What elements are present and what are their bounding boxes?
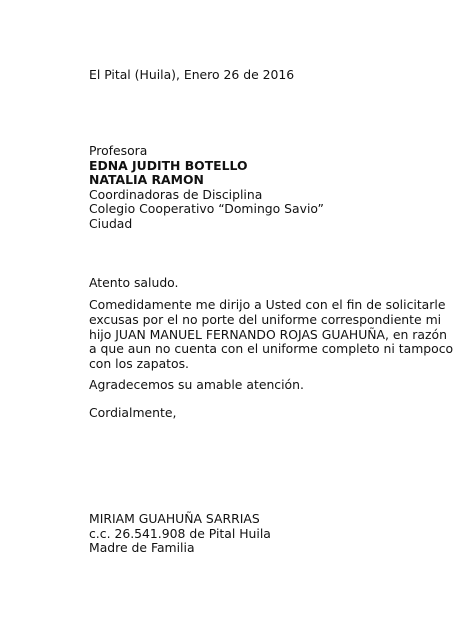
greeting: Atento saludo. bbox=[89, 275, 179, 290]
place-date: El Pital (Huila), Enero 26 de 2016 bbox=[89, 67, 295, 82]
recipient-role: Coordinadoras de Disciplina bbox=[89, 187, 263, 202]
body-line: Comedidamente me dirijo a Usted con el fin de solicitarle bbox=[89, 297, 446, 312]
body-line: a que aun no cuenta con el uniforme completo ni tampoco bbox=[89, 341, 454, 357]
closing: Cordialmente, bbox=[89, 405, 177, 420]
body-line: hijo JUAN MANUEL FERNANDO ROJAS GUAHUÑA, en razón bbox=[89, 326, 447, 342]
body-line: excusas por el no porte del uniforme correspondiente mi bbox=[89, 311, 442, 327]
recipient-name-1: EDNA JUDITH BOTELLO bbox=[89, 158, 248, 173]
signature-role: Madre de Familia bbox=[89, 540, 195, 555]
recipient-name-2: NATALIA RAMON bbox=[89, 172, 204, 187]
signature-id: c.c. 26.541.908 de Pital Huila bbox=[89, 526, 271, 541]
recipient-city: Ciudad bbox=[89, 216, 133, 231]
body-line: con los zapatos. bbox=[89, 356, 189, 372]
recipient-title: Profesora bbox=[89, 143, 148, 158]
body-paragraph bbox=[89, 297, 454, 372]
thanks: Agradecemos su amable atención. bbox=[89, 377, 304, 392]
recipient-institution: Colegio Cooperativo “Domingo Savio” bbox=[89, 201, 324, 216]
signature-name: MIRIAM GUAHUÑA SARRIAS bbox=[89, 511, 260, 526]
